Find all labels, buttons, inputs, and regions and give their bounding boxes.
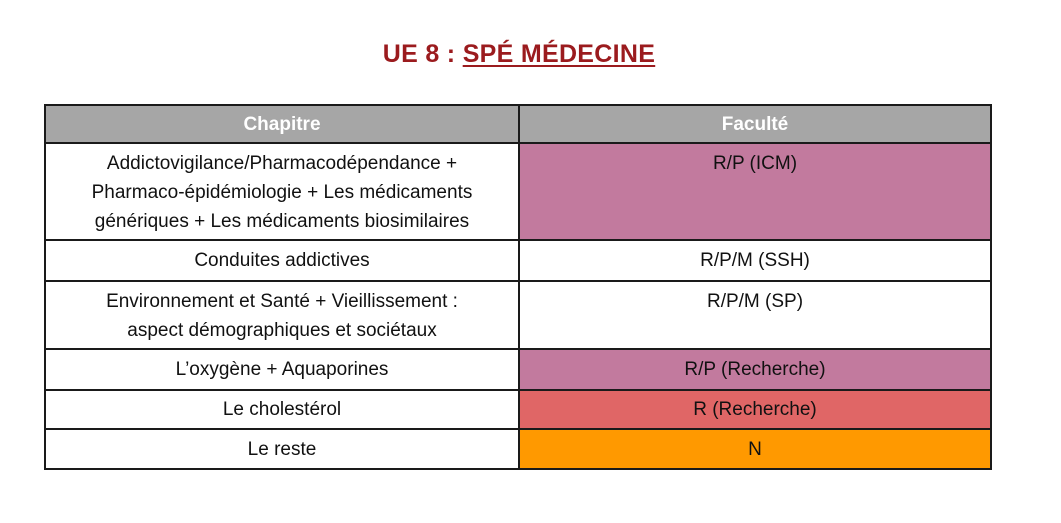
chapitre-line: Environnement et Santé + Vieillissement : [106, 291, 458, 312]
chapitre-cell [45, 429, 519, 469]
faculte-cell: R/P/M (SSH) [519, 240, 991, 281]
table-header-row [45, 105, 991, 143]
chapitre-cell [45, 281, 519, 349]
chapitre-line: Le reste [247, 438, 317, 460]
title-prefix: UE 8 : [382, 40, 463, 68]
chapitre-line: L’oxygène + Aquaporines [175, 359, 389, 380]
title-subject: SPÉ MÉDECINE [462, 40, 656, 68]
table-row [45, 281, 991, 349]
faculte-cell: R (Recherche) [519, 390, 991, 429]
table-row [45, 143, 991, 240]
faculte-cell: R/P/M (SP) [519, 281, 991, 349]
chapitre-line: Conduites addictives [194, 250, 370, 271]
header-chapitre: Chapitre [45, 105, 519, 143]
chapitre-line: Le cholestérol [222, 399, 342, 420]
chapitre-cell [45, 390, 519, 429]
table-row [45, 429, 991, 469]
chapters-table [44, 104, 992, 470]
faculte-cell: R/P (ICM) [519, 143, 991, 240]
chapitre-line: Addictovigilance/Pharmacodépendance + [106, 153, 458, 174]
chapitre-line: Pharmaco-épidémiologie + Les médicaments [91, 182, 473, 203]
page-title [0, 40, 1038, 69]
faculte-cell: N [519, 429, 991, 469]
table-row [45, 390, 991, 429]
chapitre-cell [45, 143, 519, 240]
faculte-cell: R/P (Recherche) [519, 349, 991, 390]
chapitre-cell [45, 349, 519, 390]
chapitre-line: génériques + Les médicaments biosimilaires [94, 211, 470, 232]
header-faculte: Faculté [519, 105, 991, 143]
chapitre-cell [45, 240, 519, 281]
table-row [45, 349, 991, 390]
table-row [45, 240, 991, 281]
chapitre-line: aspect démographiques et sociétaux [127, 320, 437, 341]
